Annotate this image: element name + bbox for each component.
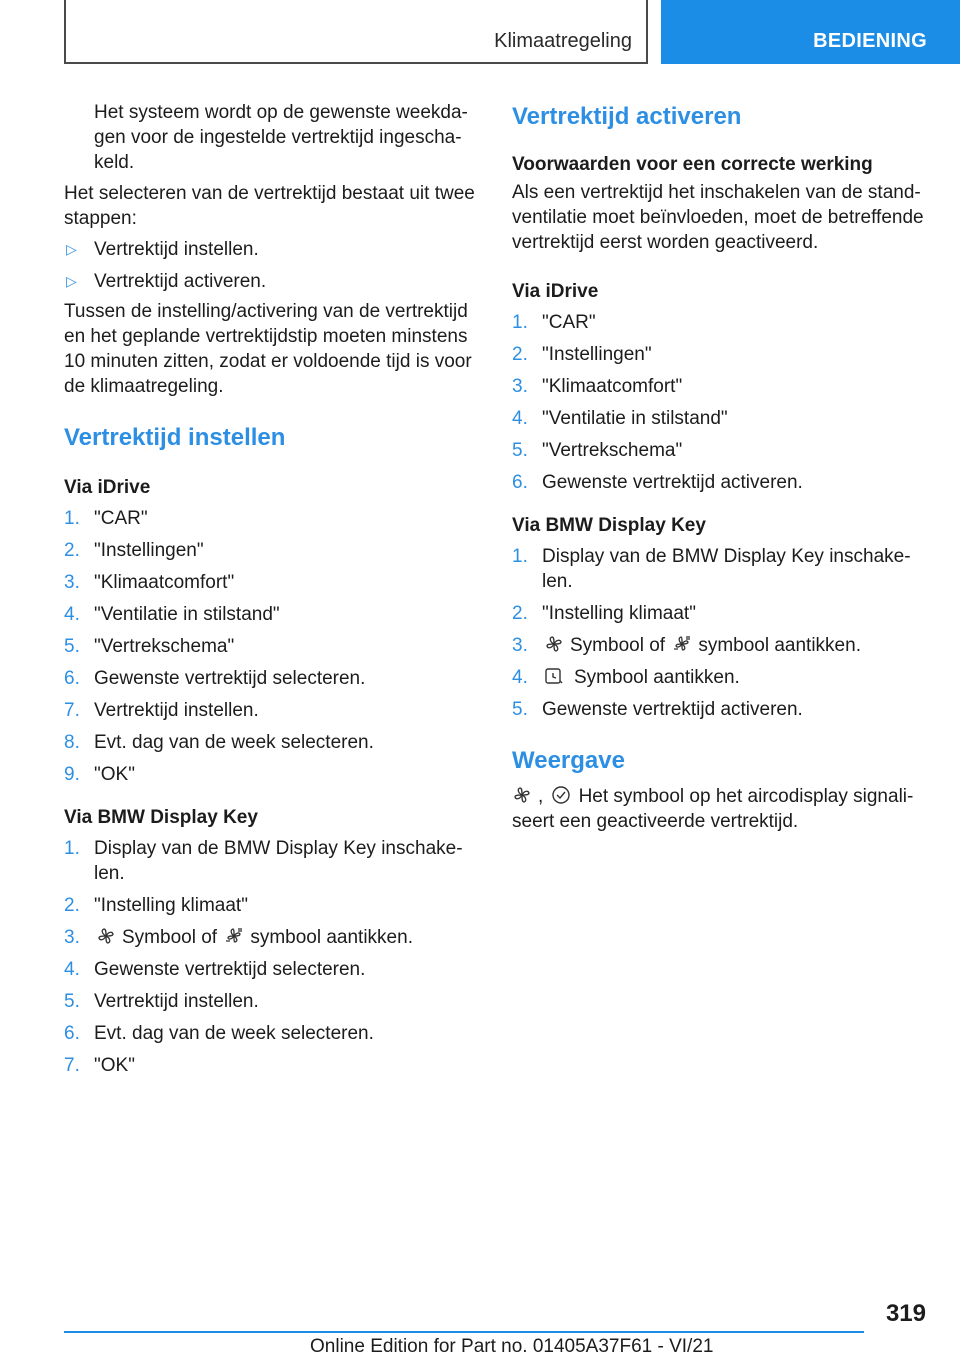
note-paragraph: Tussen de instelling/activering van de vertrektijd en het geplande vertrektijdstip moeten minstens 10 minuten zitten, zodat er voldoende tijd is voor de klimaatregeling. — [64, 301, 472, 397]
footer-divider — [64, 1331, 864, 1333]
fan-active-icon — [224, 926, 244, 946]
steps-intro: Het selecteren van de vertrektijd bestaat uit twee stappen: — [64, 183, 475, 229]
list-item: 1. Display van de BMW Display Key inschakelen. — [512, 546, 911, 592]
fan-icon — [544, 634, 564, 654]
intro-paragraph: Het systeem wordt op de gewenste weekdagen voor de ingestelde vertrektijd ingeschakeld. — [94, 102, 468, 173]
fan-icon — [96, 926, 116, 946]
triangle-bullet-icon: ▷ — [66, 273, 77, 289]
list-item: 2. "Instellingen" — [64, 540, 204, 561]
triangle-bullet-icon: ▷ — [66, 241, 77, 257]
display-key-title: Via BMW Display Key — [512, 515, 706, 536]
list-item: 1. Display van de BMW Display Key inschakelen. — [64, 838, 463, 884]
list-item: 5. Vertrektijd instellen. — [64, 991, 259, 1012]
list-item: 4. Gewenste vertrektijd selecteren. — [64, 959, 366, 980]
section-heading-activeren: Vertrektijd activeren — [512, 103, 742, 130]
idrive-steps — [64, 506, 482, 787]
steps-bullets — [64, 237, 482, 294]
list-item: 1. "CAR" — [64, 508, 148, 529]
list-item: 8. Evt. dag van de week selecteren. — [64, 732, 374, 753]
list-item: 3. "Klimaatcomfort" — [512, 376, 683, 397]
list-item: 7. Vertrektijd instellen. — [64, 700, 259, 721]
list-item: 2. "Instelling klimaat" — [64, 895, 248, 916]
display-key-title: Via BMW Display Key — [64, 807, 258, 828]
list-item: 3. "Klimaatcomfort" — [64, 572, 235, 593]
list-item: 6. Evt. dag van de week selecteren. — [64, 1023, 374, 1044]
list-item: 3. Symbool of symbool aantikken. — [512, 635, 861, 656]
idrive-title: Via iDrive — [512, 281, 599, 302]
left-column — [64, 100, 482, 1085]
conditions-text: Als een vertrektijd het inschakelen van de standventilatie moet beïnvloeden, moet de betreffende vertrektijd eerst worden geactiveerd. — [512, 182, 924, 253]
list-item: 3. Symbool of symbool aantikken. — [64, 927, 413, 948]
list-item: 2. "Instelling klimaat" — [512, 603, 696, 624]
list-item: 9. "OK" — [64, 764, 135, 785]
section-heading-instellen: Vertrektijd instellen — [64, 424, 286, 451]
header-section-tab — [64, 0, 648, 64]
conditions-title: Voorwaarden voor een correcte werking — [512, 154, 873, 175]
page-number: 319 — [885, 1300, 926, 1327]
list-item: 5. Gewenste vertrektijd activeren. — [512, 699, 803, 720]
display-key-steps — [64, 836, 482, 1078]
idrive-steps — [512, 310, 926, 495]
section-heading-weergave: Weergave — [512, 747, 625, 774]
header-chapter-title: BEDIENING — [813, 30, 927, 52]
list-item: 4. Symbool aantikken. — [512, 667, 740, 688]
idrive-title: Via iDrive — [64, 477, 151, 498]
fan-icon — [512, 785, 532, 805]
list-item: 4. "Ventilatie in stilstand" — [512, 408, 728, 429]
header-section-title: Klimaatregeling — [494, 30, 632, 52]
clock-check-icon — [551, 785, 571, 805]
list-item: 1. "CAR" — [512, 312, 596, 333]
list-item: 5. "Vertrekschema" — [64, 636, 235, 657]
list-item: 4. "Ventilatie in stilstand" — [64, 604, 280, 625]
timer-icon — [544, 666, 564, 686]
list-item: 6. Gewenste vertrektijd activeren. — [512, 472, 803, 493]
list-item: 6. Gewenste vertrektijd selecteren. — [64, 668, 366, 689]
list-item: 2. "Instellingen" — [512, 344, 652, 365]
edition-text: Online Edition for Part no. 01405A37F61 - VI/21 — [310, 1336, 714, 1357]
display-key-steps — [512, 544, 926, 722]
bullet-item: ▷ Vertrektijd activeren. — [66, 271, 267, 292]
list-item: 7. "OK" — [64, 1055, 135, 1076]
header-chapter-tab — [661, 0, 960, 64]
bullet-item: ▷ Vertrektijd instellen. — [66, 239, 259, 260]
right-column — [512, 100, 926, 834]
list-item: 5. "Vertrekschema" — [512, 440, 683, 461]
display-paragraph: , Het symbool op het aircodisplay signaliseert een geactiveerde vertrektijd. — [512, 786, 914, 832]
fan-active-icon — [672, 634, 692, 654]
